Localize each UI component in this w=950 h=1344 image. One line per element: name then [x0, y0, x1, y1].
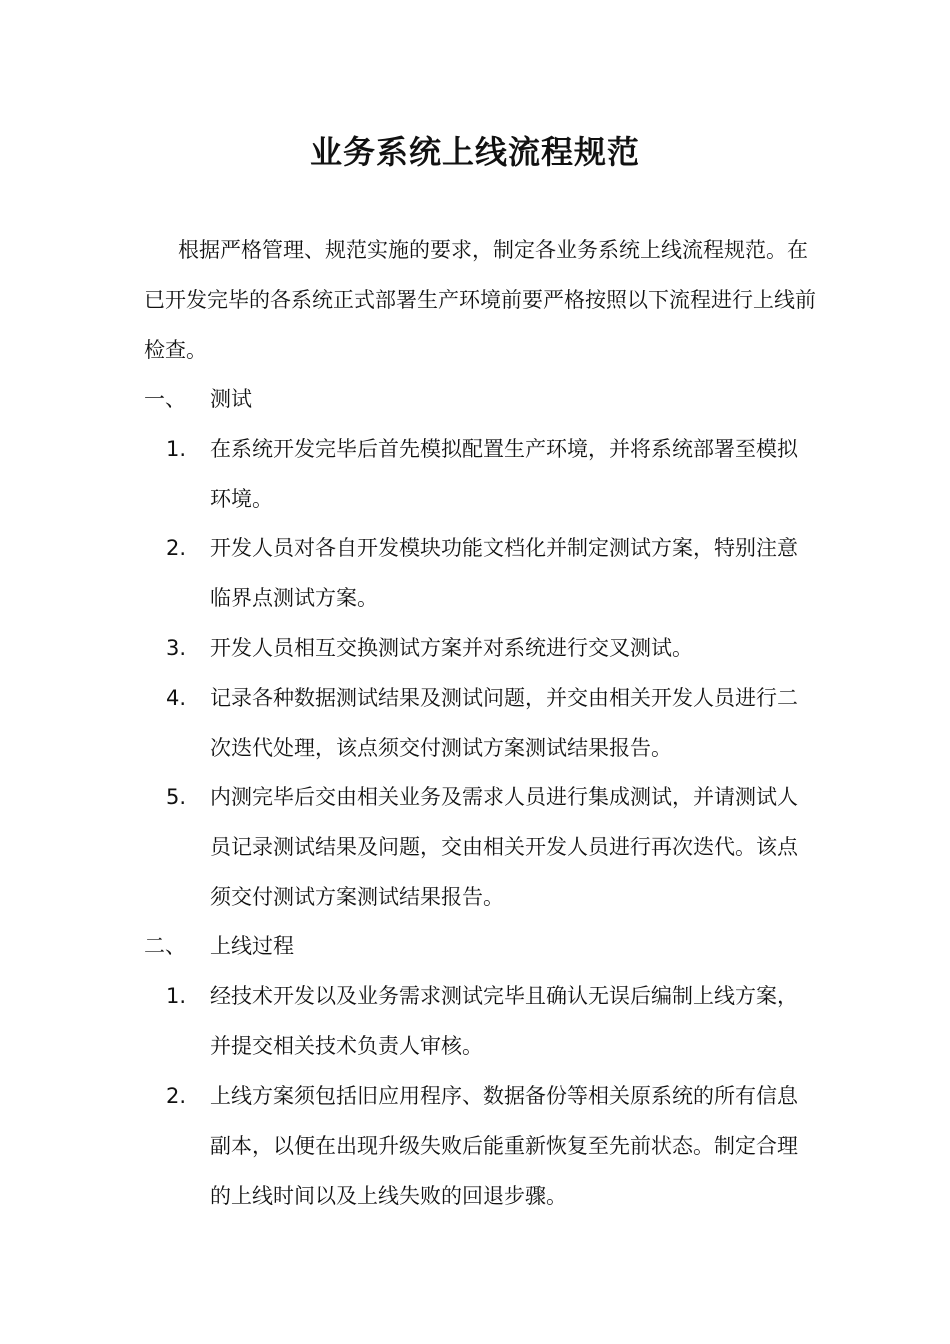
list-item-text: 内测完毕后交由相关业务及需求人员进行集成测试，并请测试人员记录测试结果及问题，交由相关开发人员进行再次迭代。该点须交付测试方案测试结果报告。	[210, 785, 798, 909]
list-item-text: 记录各种数据测试结果及测试问题，并交由相关开发人员进行二次迭代处理，该点须交付测试方案测试结果报告。	[210, 686, 798, 760]
list-item-number: 5.	[166, 785, 187, 809]
list-item-number: 1.	[166, 984, 187, 1008]
list-item	[144, 1072, 816, 1221]
section-number: 一、	[144, 387, 186, 411]
list-item-number: 4.	[166, 686, 187, 710]
list-item-number: 3.	[166, 636, 187, 660]
list-item-text: 开发人员对各自开发模块功能文档化并制定测试方案，特别注意临界点测试方案。	[210, 536, 798, 610]
document-title: 业务系统上线流程规范	[309, 133, 640, 171]
list-item-number: 1.	[166, 437, 187, 461]
list-item-number: 2.	[166, 1084, 187, 1108]
list-item	[144, 972, 816, 1072]
list-item-text: 在系统开发完毕后首先模拟配置生产环境，并将系统部署至模拟环境。	[210, 437, 798, 511]
list-item-number: 2.	[166, 536, 187, 560]
section-label: 测试	[210, 387, 252, 411]
section-heading-launch-process	[144, 922, 816, 972]
list-item	[144, 674, 816, 774]
section-label: 上线过程	[210, 934, 294, 958]
list-item-text: 开发人员相互交换测试方案并对系统进行交叉测试。	[210, 636, 693, 660]
section-heading-testing	[144, 375, 816, 425]
list-item-text: 经技术开发以及业务需求测试完毕且确认无误后编制上线方案，并提交相关技术负责人审核。	[210, 984, 798, 1058]
list-item	[144, 425, 816, 525]
intro-paragraph: 根据严格管理、规范实施的要求，制定各业务系统上线流程规范。在已开发完毕的各系统正式部署生产环境前要严格按照以下流程进行上线前检查。	[144, 238, 816, 362]
list-item	[144, 624, 816, 674]
list-item	[144, 773, 816, 922]
section-number: 二、	[144, 934, 186, 958]
list-item	[144, 524, 816, 624]
list-item-text: 上线方案须包括旧应用程序、数据备份等相关原系统的所有信息副本，以便在出现升级失败后能重新恢复至先前状态。制定合理的上线时间以及上线失败的回退步骤。	[210, 1084, 798, 1208]
